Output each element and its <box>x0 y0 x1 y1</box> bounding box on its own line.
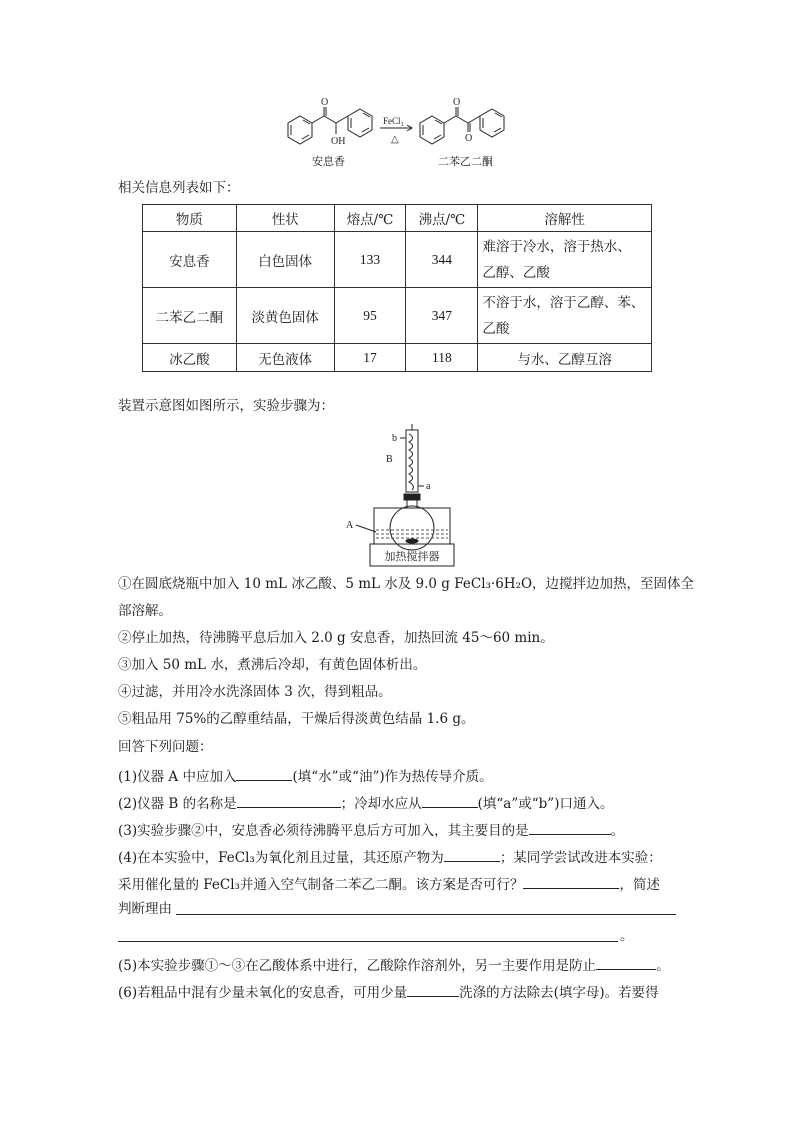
apparatus-intro: 装置示意图如图所示，实验步骤为： <box>118 398 334 414</box>
q6-text-a: (6)若粗品中混有少量未氧化的安息香，可用少量 <box>118 985 408 1001</box>
group-oh: OH <box>331 136 346 147</box>
q5-text-a: (5)本实验步骤①～③在乙酸体系中进行，乙酸除作溶剂外，另一主要作用是防止 <box>118 958 597 974</box>
benzene-ring-right <box>348 109 372 137</box>
header-substance: 物质 <box>143 205 237 232</box>
cell-solubility <box>478 288 652 344</box>
solubility-line-2: 乙醇、乙酸 <box>482 264 550 281</box>
q4-reason-blank-1[interactable] <box>176 914 676 915</box>
q3-text-b: 。 <box>610 823 625 839</box>
q4-feasible-blank[interactable] <box>523 872 619 889</box>
cell-substance: 安息香 <box>143 232 237 288</box>
answer-header: 回答下列问题： <box>118 739 213 755</box>
q1-text-a: (1)仪器 A 中应加入 <box>118 769 237 785</box>
q3-answer-blank[interactable] <box>529 818 611 835</box>
condition-label: △ <box>391 134 399 145</box>
question-4-line-1 <box>118 845 662 868</box>
header-solubility: 溶解性 <box>478 205 652 232</box>
benzene-ring-left <box>288 116 312 144</box>
cell-mp: 17 <box>334 344 406 372</box>
table-row <box>143 288 652 344</box>
q4-text-c: 采用催化量的 FeCl₃并通入空气制备二苯乙二酮。该方案是否可行？ <box>118 877 524 893</box>
q2-text-b: ；冷却水应从 <box>340 796 422 812</box>
cell-bp: 347 <box>406 288 478 344</box>
cell-substance: 冰乙酸 <box>143 344 237 372</box>
info-table <box>142 204 652 372</box>
q4-period: 。 <box>620 928 634 944</box>
cell-state: 淡黄色固体 <box>236 288 334 344</box>
cell-mp: 133 <box>334 232 406 288</box>
cell-bp: 344 <box>406 232 478 288</box>
label-b: b <box>392 433 397 444</box>
product-ring-left <box>420 116 444 144</box>
atom-o-3: O <box>465 133 473 144</box>
reaction-scheme <box>270 92 540 176</box>
table-header-row <box>143 205 652 232</box>
q2-text-c: (填“a”或“b”)口通入。 <box>477 796 614 812</box>
cell-bp: 118 <box>406 344 478 372</box>
solubility-line-1: 难溶于冷水，溶于热水、 <box>482 238 631 255</box>
solubility-line-1: 不溶于水，溶于乙醇、苯、 <box>482 294 645 311</box>
q3-text-a: (3)实验步骤②中，安息香必须待沸腾平息后方可加入，其主要目的是 <box>118 823 529 839</box>
atom-o-2: O <box>453 97 461 108</box>
q2-name-blank[interactable] <box>237 791 341 808</box>
header-bp: 沸点/℃ <box>406 205 478 232</box>
label-a: a <box>426 481 431 492</box>
question-3 <box>118 818 624 841</box>
step-5: ⑤粗品用 75%的乙醇重结晶，干燥后得淡黄色结晶 1.6 g。 <box>118 711 475 727</box>
step-1-line-2: 部溶解。 <box>118 603 172 619</box>
step-4: ④过滤，并用冷水洗涤固体 3 次，得到粗品。 <box>118 684 392 700</box>
q4-text-b: ；某同学尝试改进本实验： <box>499 850 662 866</box>
q5-answer-blank[interactable] <box>596 953 656 970</box>
header-mp: 熔点/℃ <box>334 205 406 232</box>
question-6 <box>118 980 659 1003</box>
cell-substance: 二苯乙二酮 <box>143 288 237 344</box>
reactant-name: 安息香 <box>312 155 345 168</box>
q1-answer-blank[interactable] <box>236 764 292 781</box>
q4-product-blank[interactable] <box>444 845 500 862</box>
intro-text: 相关信息列表如下： <box>118 180 240 196</box>
q6-solvent-blank[interactable] <box>407 980 459 997</box>
reagent-label: FeCl₃ <box>383 116 404 126</box>
question-1 <box>118 764 493 787</box>
atom-o-1: O <box>321 97 329 108</box>
cell-solubility <box>478 232 652 288</box>
table-row <box>143 232 652 288</box>
q4-text-a: (4)在本实验中，FeCl₃为氧化剂且过量，其还原产物为 <box>118 850 444 866</box>
label-A: A <box>346 520 354 531</box>
condenser-coil <box>409 434 413 490</box>
product-ring-right <box>480 109 504 137</box>
stopper <box>404 494 420 500</box>
q1-text-b: (填“水”或“油”)作为热传导介质。 <box>292 769 493 785</box>
cell-state: 无色液体 <box>236 344 334 372</box>
cell-solubility: 与水、乙醇互溶 <box>478 344 652 372</box>
question-4-line-3: 判断理由 <box>118 901 172 917</box>
q4-text-d: ，简述 <box>619 877 660 893</box>
label-B: B <box>386 454 393 465</box>
question-5 <box>118 953 670 976</box>
q5-text-b: 。 <box>656 958 670 974</box>
cell-state: 白色固体 <box>236 232 334 288</box>
q6-text-b: 洗涤的方法除去(填字母)。若要得 <box>459 985 659 1001</box>
apparatus-diagram <box>340 424 460 570</box>
q4-reason-blank-2[interactable] <box>118 941 618 942</box>
step-2: ②停止加热，待沸腾平息后加入 2.0 g 安息香，加热回流 45～60 min。 <box>118 630 554 646</box>
header-state: 性状 <box>236 205 334 232</box>
step-1-line-1: ①在圆底烧瓶中加入 10 mL 冰乙酸、5 mL 水及 9.0 g FeCl₃·6H₂O，边搅拌边加热，至固体全 <box>118 576 695 592</box>
solubility-line-2: 乙酸 <box>482 320 510 337</box>
cell-mp: 95 <box>334 288 406 344</box>
product-name: 二苯乙二酮 <box>438 155 493 168</box>
q2-inlet-blank[interactable] <box>422 791 478 808</box>
question-2 <box>118 791 613 814</box>
table-row <box>143 344 652 372</box>
question-4-line-2 <box>118 872 660 895</box>
q2-text-a: (2)仪器 B 的名称是 <box>118 796 237 812</box>
stirrer-label: 加热搅拌器 <box>384 550 440 563</box>
step-3: ③加入 50 mL 水，煮沸后冷却，有黄色固体析出。 <box>118 657 427 673</box>
